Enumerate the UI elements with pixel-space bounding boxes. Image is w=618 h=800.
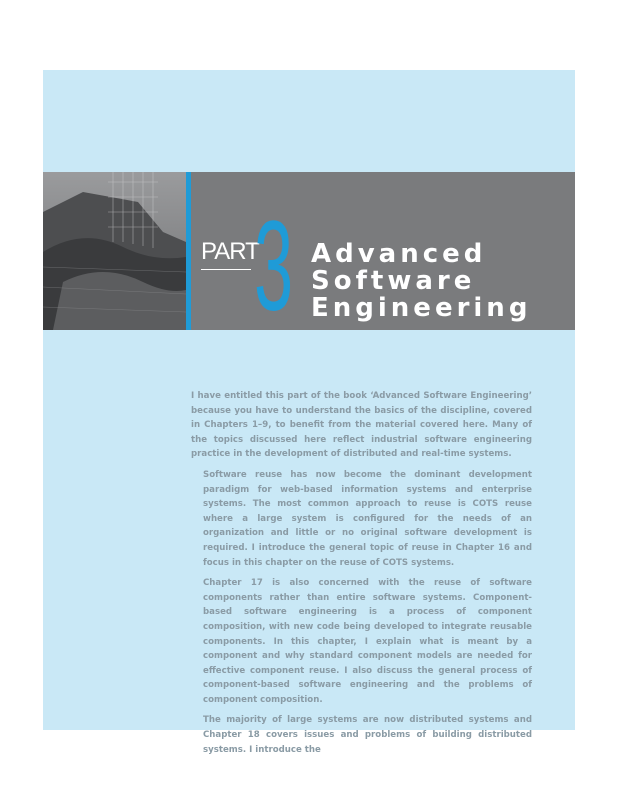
title-line: Software — [311, 266, 476, 296]
body-paragraph: The majority of large systems are now distributed systems and Chapter 18 covers issues and problems of building distributed systems. I introduce the — [203, 715, 532, 755]
title-line: Advanced — [311, 239, 487, 269]
title-line: Engineering — [311, 293, 532, 323]
body-paragraph: Chapter 17 is also concerned with the reuse of software components rather than entire software systems. Component-based software engineering is a process of component composition, with new code being developed to integrate reusable components. In this chapter, I explain what is meant by a component and why standard component models are needed for effective component reuse. I also discuss the general process of component-based software engineering and the problems of component composition. — [203, 578, 532, 705]
part-banner — [43, 172, 575, 330]
part-label: PART — [201, 238, 259, 265]
part-introduction — [191, 389, 532, 757]
building-photo — [43, 172, 186, 330]
part-number: 3 — [254, 195, 294, 330]
accent-bar — [186, 172, 191, 330]
part-underline — [201, 269, 251, 270]
body-paragraph: Software reuse has now become the dominant development paradigm for web-based information systems and enterprise systems. The most common approach to reuse is COTS reuse where a large system is configured for the needs of an organization and little or no original software development is required. I introduce the general topic of reuse in Chapter 16 and focus in this chapter on the reuse of COTS systems. — [203, 469, 532, 568]
part-title — [311, 241, 531, 322]
intro-paragraph: I have entitled this part of the book ‘Advanced Software Engineering’ because you have to understand the basics of the discipline, covered in Chapters 1–9, to benefit from the material covered here. Many of the topics discussed here reflect industrial software engineering practice in the development of distributed and real-time systems. — [191, 391, 532, 460]
